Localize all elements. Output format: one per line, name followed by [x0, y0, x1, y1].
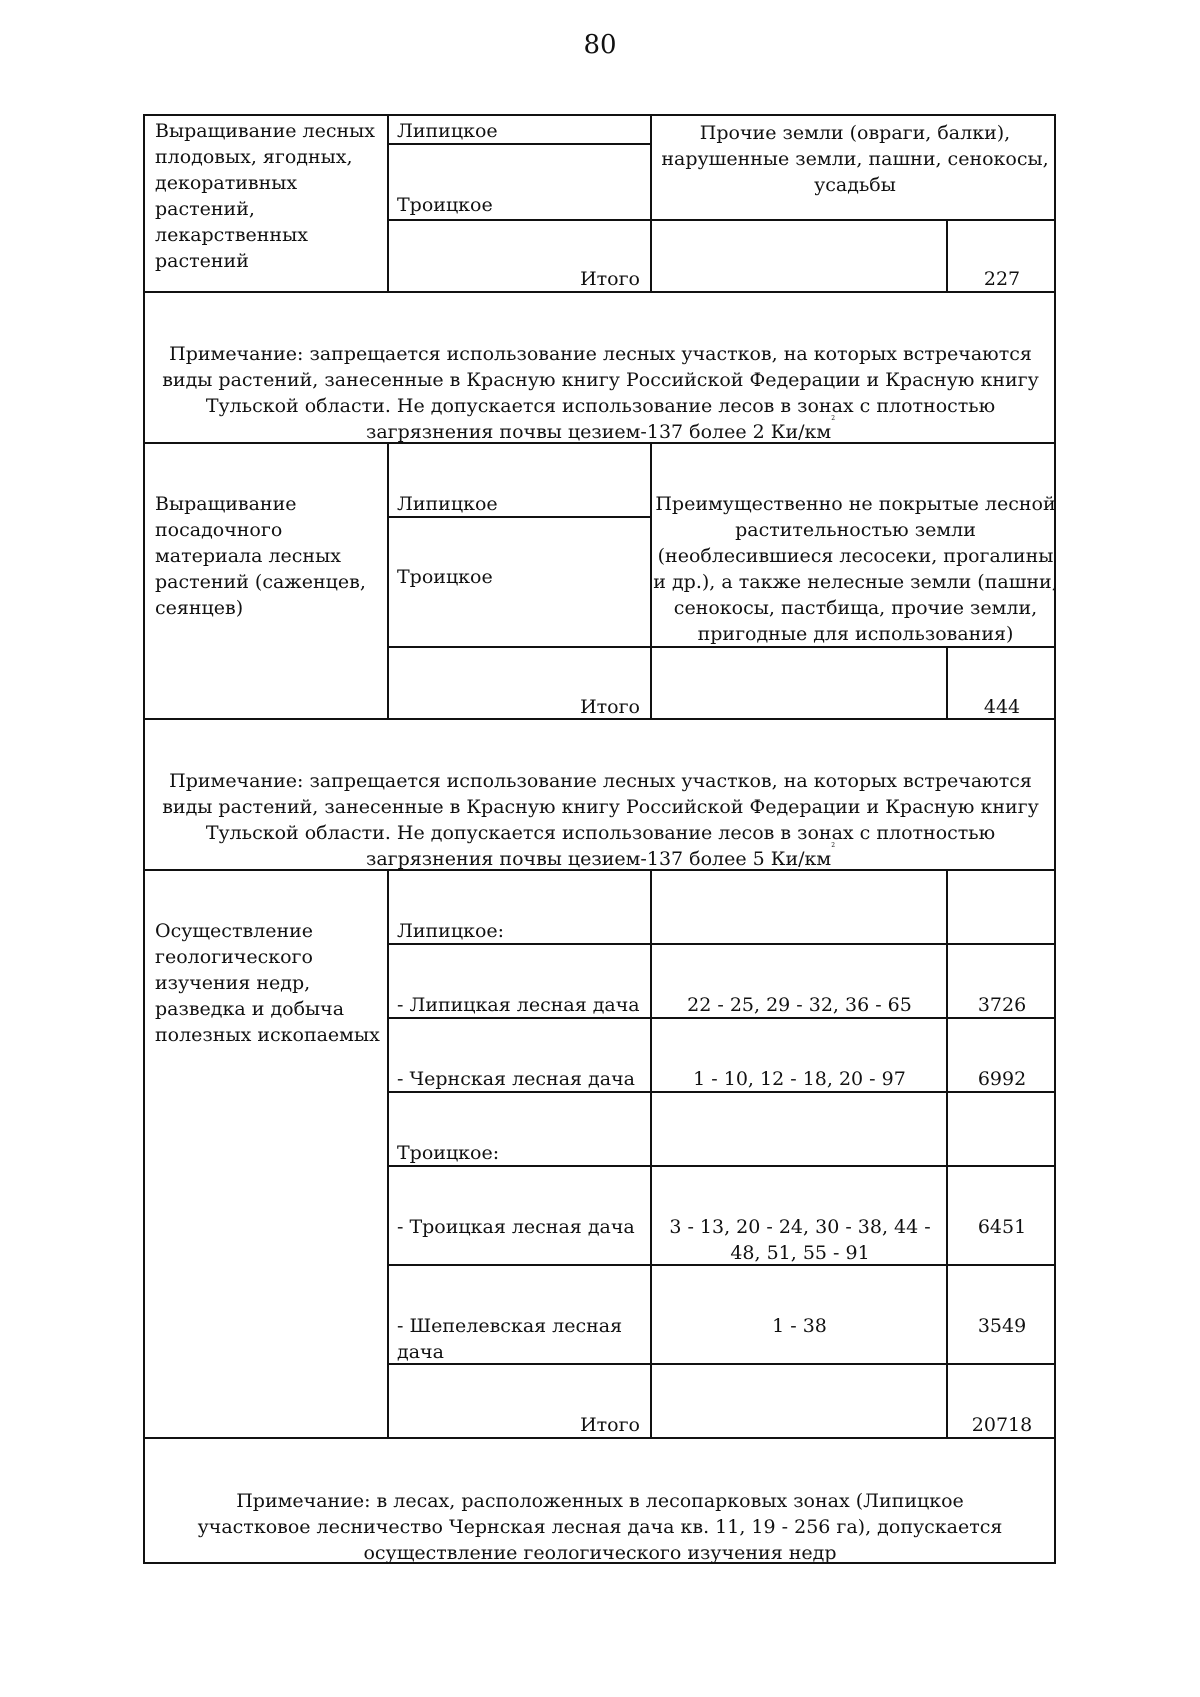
sec2-forestry-2: Троицкое — [397, 566, 493, 588]
divider — [388, 1017, 1056, 1019]
sec2-lands: Преимущественно не покрытые лесной растительностью земли (необлесившиеся лесосеки, прогалины и др.), а также нелесные земли (пашни, сенокосы, пастбища, прочие земли, пригодные для использования) — [653, 493, 1058, 645]
sec3-total-value: 20718 — [971, 1414, 1033, 1436]
page-number: 80 — [583, 30, 617, 60]
sec1-note-sup: 2 — [831, 415, 836, 422]
sec3-forestry-2: Троицкое: — [397, 1142, 500, 1164]
sec1-note-text: Примечание: запрещается использование лесных участков, на которых встречаются виды растений, занесенные в Красную книгу Российской Федерации и Красную книгу Тульской области. Не допускается использование лесов в зонах с плотностью загрязнения почвы цезием-137 более 2 Ки/км — [162, 343, 1039, 443]
divider — [145, 718, 1056, 720]
sec3-row-4-area: 3549 — [977, 1315, 1027, 1337]
sec1-lands: Прочие земли (овраги, балки), нарушенные земли, пашни, сенокосы, усадьбы — [661, 122, 1049, 196]
divider — [388, 219, 1056, 221]
divider — [650, 869, 652, 1438]
sec1-total-label: Итого — [580, 268, 640, 290]
divider — [388, 1363, 1056, 1365]
divider — [387, 869, 389, 1438]
divider — [946, 219, 948, 292]
divider — [650, 116, 652, 292]
sec2-note — [155, 768, 1046, 872]
divider — [387, 442, 389, 719]
divider — [145, 869, 1056, 871]
divider — [388, 646, 1056, 648]
divider — [388, 143, 651, 145]
divider — [946, 869, 948, 1438]
sec2-note-text: Примечание: запрещается использование лесных участков, на которых встречаются виды растений, занесенные в Красную книгу Российской Федерации и Красную книгу Тульской области. Не допускается использование лесов в зонах с плотностью загрязнения почвы цезием-137 более 5 Ки/км — [162, 770, 1039, 870]
sec3-row-3-quarters: 3 - 13, 20 - 24, 30 - 38, 44 - 48, 51, 55 - 91 — [669, 1216, 931, 1264]
sec3-row-4-name: - Шепелевская лесная дача — [397, 1315, 623, 1363]
sec1-note — [155, 341, 1046, 445]
sec2-note-sup: 2 — [831, 842, 836, 849]
sec3-note: Примечание: в лесах, расположенных в лесопарковых зонах (Липицкое участковое лесничество Чернская лесная дача кв. 11, 19 - 256 га), допускается осуществление геологического изучения недр — [197, 1490, 1003, 1564]
divider — [388, 1264, 1056, 1266]
divider — [145, 291, 1056, 293]
sec3-row-1-area: 3726 — [977, 994, 1027, 1016]
sec2-total-label: Итого — [580, 696, 640, 718]
sec2-total-value: 444 — [983, 696, 1021, 718]
divider — [388, 943, 1056, 945]
sec3-row-3-area: 6451 — [977, 1216, 1027, 1238]
sec3-row-3-name: - Троицкая лесная дача — [397, 1216, 635, 1238]
divider — [388, 1165, 1056, 1167]
sec3-row-1-quarters: 22 - 25, 29 - 32, 36 - 65 — [687, 994, 912, 1016]
divider — [946, 646, 948, 719]
sec1-forestry-2: Троицкое — [397, 194, 493, 216]
divider — [388, 1091, 1056, 1093]
sec3-row-2-quarters: 1 - 10, 12 - 18, 20 - 97 — [693, 1068, 906, 1090]
sec2-forestry-1: Липицкое — [397, 493, 498, 515]
sec1-total-value: 227 — [983, 268, 1021, 290]
divider — [145, 442, 1056, 444]
forest-use-table — [143, 114, 1056, 1564]
sec3-activity: Осуществление геологического изучения недр, разведка и добыча полезных ископаемых — [155, 920, 380, 1046]
sec3-row-1-name: - Липицкая лесная дача — [397, 994, 640, 1016]
sec3-row-2-name: - Чернская лесная дача — [397, 1068, 635, 1090]
divider — [388, 516, 651, 518]
sec1-activity: Выращивание лесных плодовых, ягодных, декоративных растений, лекарственных растений — [155, 120, 375, 272]
sec3-forestry-1: Липицкое: — [397, 920, 505, 942]
sec3-row-4-quarters: 1 - 38 — [772, 1315, 827, 1337]
sec3-total-label: Итого — [580, 1414, 640, 1436]
sec2-activity: Выращивание посадочного материала лесных растений (саженцев, сеянцев) — [155, 493, 366, 619]
sec1-forestry-1: Липицкое — [397, 120, 498, 142]
divider — [650, 442, 652, 719]
sec3-row-2-area: 6992 — [977, 1068, 1027, 1090]
divider — [387, 116, 389, 292]
divider — [145, 1437, 1056, 1439]
